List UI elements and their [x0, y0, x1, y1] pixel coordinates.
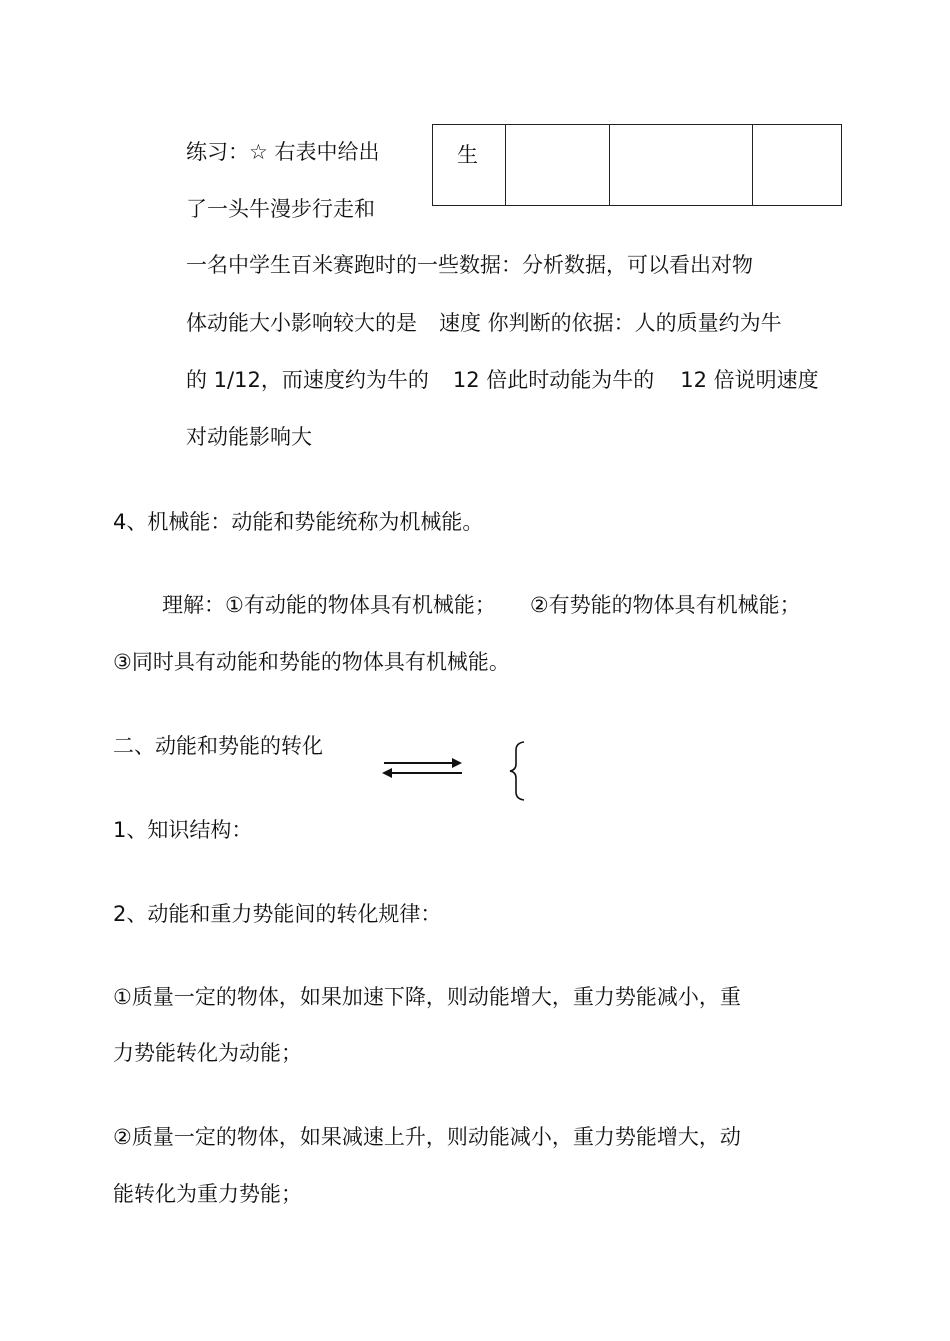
table-cell	[433, 125, 506, 206]
rule-2-line-1: ②质量一定的物体，如果减速上升，则动能减小，重力势能增大，动	[113, 1125, 741, 1149]
answer-speed: 速度 你判断的依据：人的质量约为牛	[439, 311, 782, 335]
table-cell	[753, 125, 842, 206]
practice-line-5	[186, 366, 819, 394]
rule-1-line-1: ①质量一定的物体，如果加速下降，则动能增大，重力势能减小，重	[113, 985, 741, 1009]
practice-line-4	[186, 309, 782, 337]
conversion-heading: 二、动能和势能的转化	[113, 734, 323, 758]
rule-1-line-2: 力势能转化为动能；	[113, 1041, 302, 1065]
understanding-part-b: ②有势能的物体具有机械能；	[529, 593, 801, 617]
table-cell	[610, 125, 753, 206]
table-cell	[506, 125, 610, 206]
practice-line-6: 对动能影响大	[186, 425, 312, 449]
table-row	[433, 125, 842, 206]
rule-2-line-2: 能转化为重力势能；	[113, 1182, 302, 1206]
understanding-line-2: ③同时具有动能和势能的物体具有机械能。	[113, 650, 510, 674]
understanding-part-a: 理解：①有动能的物体具有机械能；	[162, 593, 496, 617]
left-brace-icon	[506, 740, 530, 802]
practice-line-5b: 12 倍此时动能为牛的	[452, 368, 655, 392]
practice-line-2: 了一头牛漫步行走和	[186, 197, 375, 221]
mechanical-energy-heading: 4、机械能：动能和势能统称为机械能。	[113, 510, 484, 534]
practice-line-5c: 12 倍说明速度	[680, 368, 819, 392]
table-cell-text	[753, 125, 841, 139]
understanding-line-1	[162, 591, 801, 619]
table-cell-text	[506, 125, 609, 139]
double-arrow-icon	[380, 756, 466, 780]
practice-line-3: 一名中学生百米赛跑时的一些数据：分析数据，可以看出对物	[186, 253, 753, 277]
table-cell-text	[610, 125, 752, 139]
practice-line-4a: 体动能大小影响较大的是	[186, 311, 417, 335]
practice-line-1: 练习：☆ 右表中给出	[186, 140, 380, 164]
knowledge-structure-item: 1、知识结构：	[113, 818, 253, 842]
table-cell-text: 生	[457, 143, 478, 167]
conversion-rule-heading: 2、动能和重力势能间的转化规律：	[113, 902, 442, 926]
data-table	[432, 124, 842, 206]
practice-line-5a: 的 1/12，而速度约为牛的	[186, 368, 429, 392]
